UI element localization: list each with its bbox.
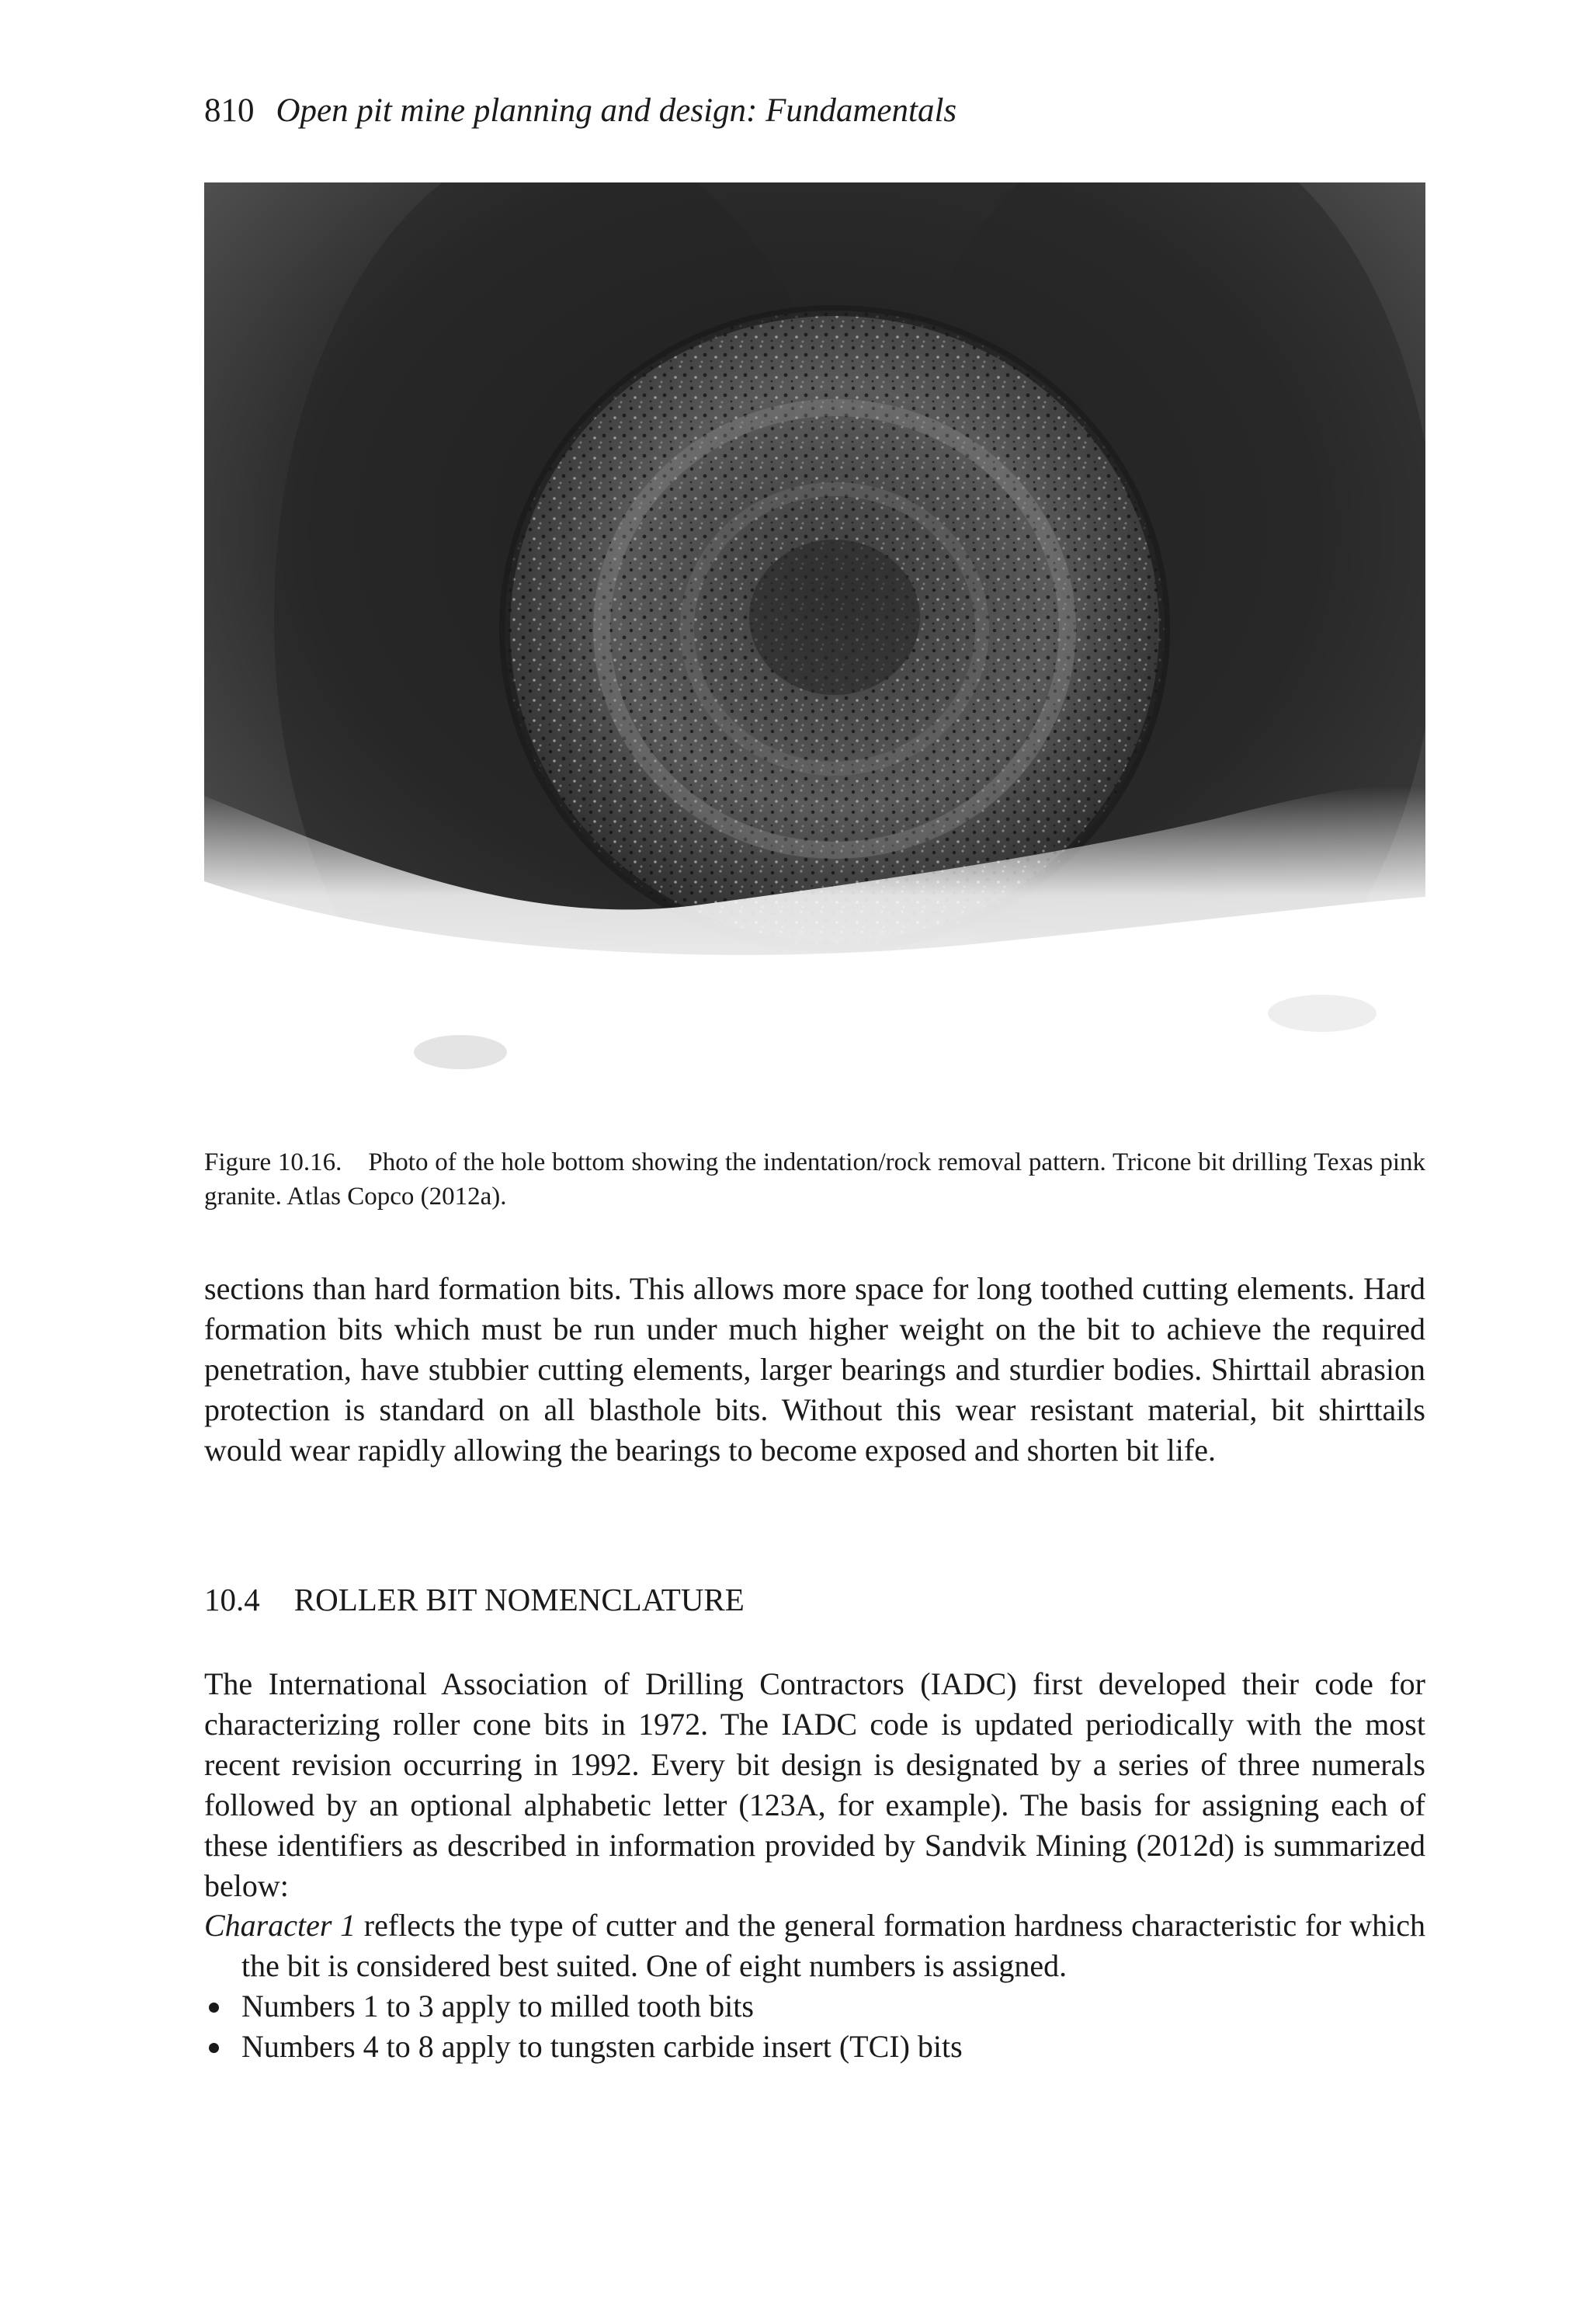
character-1-paragraph xyxy=(204,1905,1425,1986)
figure-label: Figure 10.16. xyxy=(204,1148,342,1176)
character-text: reflects the type of cutter and the general formation hardness characteristic for which the bit is considered best suited. One of eight numbers is assigned. xyxy=(241,1908,1425,1983)
hole-bottom-photo xyxy=(204,182,1425,1099)
figure-caption xyxy=(204,1145,1425,1214)
list-item xyxy=(204,1986,1425,2027)
section-number: 10.4 xyxy=(204,1582,260,1617)
body-paragraph-2: The International Association of Drilling Contractors (IADC) first developed their code for characterizing roller cone bits in 1972. The IADC code is updated periodically with the most recent revision occurring in 1992. Every bit design is designated by a series of three numerals followed by an optional alphabetic letter (123A, for example). The basis for assigning each of these identifiers as described in information provided by Sandvik Mining (2012d) is summarized below: xyxy=(204,1666,1425,1903)
section-heading xyxy=(204,1581,745,1618)
list-item xyxy=(204,2027,1425,2067)
page-number: 810 xyxy=(204,92,255,129)
bullet-list xyxy=(204,1986,1425,2067)
body-paragraph-1: sections than hard formation bits. This allows more space for long toothed cutting elements. Hard formation bits which must be run under much higher weight on the bit to achieve the required penetration, have stubbier cutting elements, larger bearings and sturdier bodies. Shirttail abrasion protection is standard on all blasthole bits. Without this wear resistant material, bit shirttails would wear rapidly allowing the bearings to become exposed and shorten bit life. xyxy=(204,1271,1425,1468)
list-item-text: Numbers 4 to 8 apply to tungsten carbide insert (TCI) bits xyxy=(241,2029,963,2064)
bullet-icon xyxy=(209,2043,219,2053)
figure-caption-text: Photo of the hole bottom showing the indentation/rock removal pattern. Tricone bit drilling Texas pink granite. Atlas Copco (2012a). xyxy=(204,1148,1425,1211)
section-title: ROLLER BIT NOMENCLATURE xyxy=(293,1582,745,1617)
character-label: Character 1 xyxy=(204,1908,356,1943)
running-head xyxy=(204,92,956,130)
book-subtitle: : Fundamentals xyxy=(746,92,957,129)
list-item-text: Numbers 1 to 3 apply to milled tooth bits xyxy=(241,1989,754,2024)
book-title: Open pit mine planning and design xyxy=(276,92,747,129)
bullet-icon xyxy=(209,2003,219,2013)
